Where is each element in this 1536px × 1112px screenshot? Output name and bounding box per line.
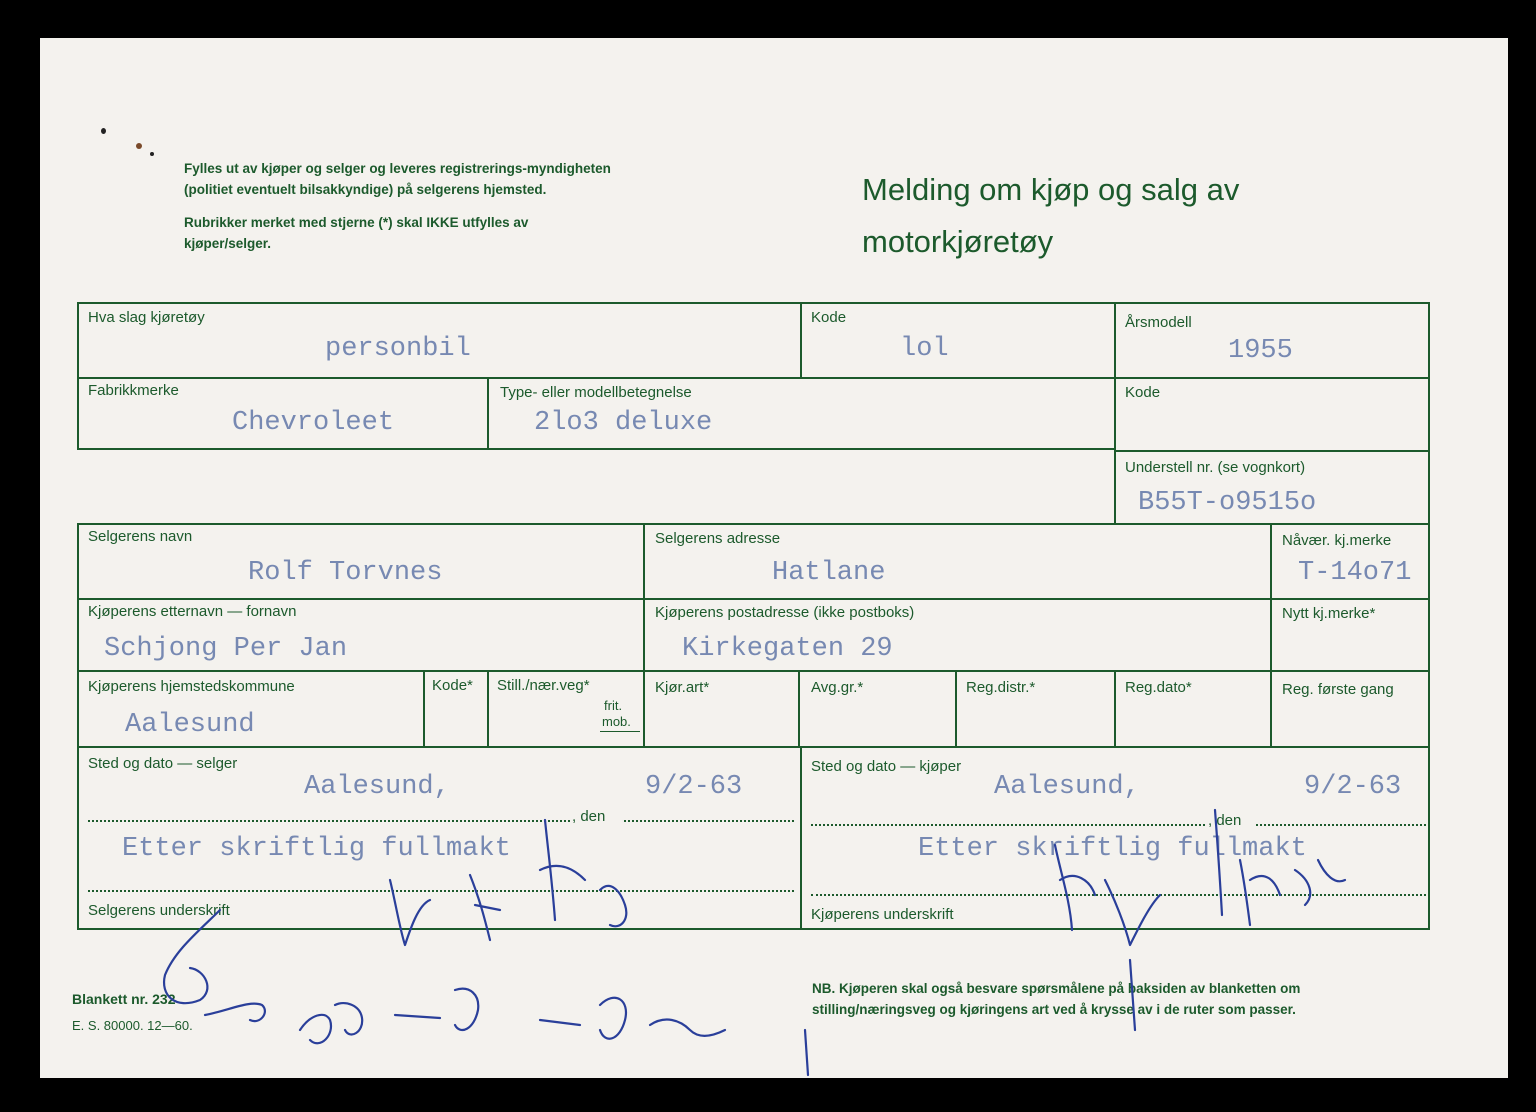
buyer-den-label: , den	[1208, 812, 1242, 829]
rule	[643, 523, 645, 748]
rule	[77, 523, 79, 930]
rule	[600, 731, 640, 732]
rule	[487, 670, 489, 748]
occupation-label: Still./nær.veg*	[497, 677, 590, 694]
rule	[487, 377, 489, 449]
vehicle-type-label: Hva slag kjøretøy	[88, 309, 205, 326]
rule	[1114, 670, 1116, 748]
seller-address-value: Hatlane	[772, 558, 886, 588]
rule	[77, 377, 1430, 379]
buyer-date-value: 9/2-63	[1304, 772, 1402, 802]
rule	[1270, 523, 1272, 748]
model-label: Type- eller modellbetegnelse	[500, 384, 692, 401]
buyer-address-label: Kjøperens postadresse (ikke postboks)	[655, 604, 915, 621]
avggr-label: Avg.gr.*	[811, 679, 864, 696]
seller-place-line	[88, 820, 570, 822]
chassis-value: B55T-o9515o	[1138, 488, 1317, 518]
rule	[798, 670, 800, 748]
buyer-name-label: Kjøperens etternavn — fornavn	[88, 603, 297, 620]
title-line-2: motorkjøretøy	[862, 224, 1054, 259]
regdato-label: Reg.dato*	[1125, 679, 1192, 696]
rule	[800, 748, 802, 928]
seller-address-label: Selgerens adresse	[655, 530, 781, 547]
rule	[955, 670, 957, 748]
vehicle-code-value: lol	[900, 334, 949, 364]
instructions-text-1: Fylles ut av kjøper og selger og leveres registrerings-myndigheten (politiet eventuelt bilsakkyndige) på selgerens hjemsted.	[184, 161, 611, 197]
seller-name-value: Rolf Torvnes	[248, 558, 443, 588]
rule	[1114, 302, 1116, 524]
rule	[77, 746, 1430, 748]
seller-date-line	[624, 820, 794, 822]
code2-label: Kode	[1125, 384, 1161, 401]
buyer-name-value: Schjong Per Jan	[104, 634, 348, 664]
seller-date-value: 9/2-63	[645, 772, 743, 802]
year-value: 1955	[1228, 336, 1293, 366]
municipality-value: Aalesund	[125, 710, 255, 740]
buyer-sign-line	[811, 894, 1426, 896]
rule	[800, 302, 802, 377]
ink-speck	[150, 152, 154, 156]
municipality-label: Kjøperens hjemstedskommune	[88, 678, 295, 695]
title-line-1: Melding om kjøp og salg av	[862, 172, 1240, 207]
buyer-place-line	[811, 824, 1205, 826]
instructions	[184, 158, 614, 266]
year-label: Årsmodell	[1125, 314, 1192, 331]
seller-name-label: Selgerens navn	[88, 528, 193, 545]
seller-sign-line	[88, 890, 794, 892]
buyer-date-line	[1256, 824, 1426, 826]
rule	[77, 928, 1430, 930]
buyer-place-value: Aalesund,	[994, 772, 1140, 802]
buyer-note: Etter skriftlig fullmakt	[918, 834, 1307, 864]
current-reg-value: T-14o71	[1298, 558, 1412, 588]
make-label: Fabrikkmerke	[88, 382, 179, 399]
nb-note: NB. Kjøperen skal også besvare spørsmålene på baksiden av blanketten om stilling/næringsveg og kjøringens art ved å krysse av i de ruter som passer.	[812, 981, 1301, 1017]
instructions-text-2: Rubrikker merket med stjerne (*) skal IKKE utfylles av kjøper/selger.	[184, 215, 529, 251]
chassis-label: Understell nr. (se vognkort)	[1125, 459, 1306, 476]
rule	[77, 523, 1430, 525]
ink-speck	[136, 143, 142, 149]
rule	[77, 448, 1114, 450]
buyer-address-value: Kirkegaten 29	[682, 634, 893, 664]
new-reg-label: Nytt kj.merke*	[1282, 605, 1376, 622]
mob-label: mob.	[602, 714, 631, 729]
seller-place-label: Sted og dato — selger	[88, 755, 238, 772]
first-reg-label: Reg. første gang	[1282, 681, 1394, 698]
form-title	[862, 164, 1239, 268]
seller-place-value: Aalesund,	[304, 772, 450, 802]
rule	[77, 598, 1430, 600]
rule	[423, 670, 425, 748]
seller-note: Etter skriftlig fullmakt	[122, 834, 511, 864]
regdistr-label: Reg.distr.*	[966, 679, 1036, 696]
rule	[1114, 450, 1430, 452]
vehicle-type-value: personbil	[325, 334, 471, 364]
form-number: Blankett nr. 232	[72, 991, 176, 1007]
rule	[1428, 523, 1430, 930]
kjorart-label: Kjør.art*	[655, 679, 710, 696]
ink-speck	[101, 128, 106, 134]
print-info: E. S. 80000. 12—60.	[72, 1018, 193, 1033]
seller-den-label: , den	[572, 808, 606, 825]
frit-label: frit.	[604, 698, 623, 713]
kode-label: Kode*	[432, 677, 473, 694]
buyer-place-label: Sted og dato — kjøper	[811, 758, 962, 775]
seller-sign-label: Selgerens underskrift	[88, 902, 230, 919]
rule	[1428, 302, 1430, 524]
buyer-sign-label: Kjøperens underskrift	[811, 906, 954, 923]
rule	[77, 302, 79, 450]
make-value: Chevroleet	[232, 408, 395, 438]
current-reg-label: Nåvær. kj.merke	[1282, 532, 1392, 549]
vehicle-code-label: Kode	[811, 309, 847, 326]
rule	[77, 302, 1430, 304]
rule	[77, 670, 1430, 672]
model-value: 2lo3 deluxe	[534, 408, 713, 438]
